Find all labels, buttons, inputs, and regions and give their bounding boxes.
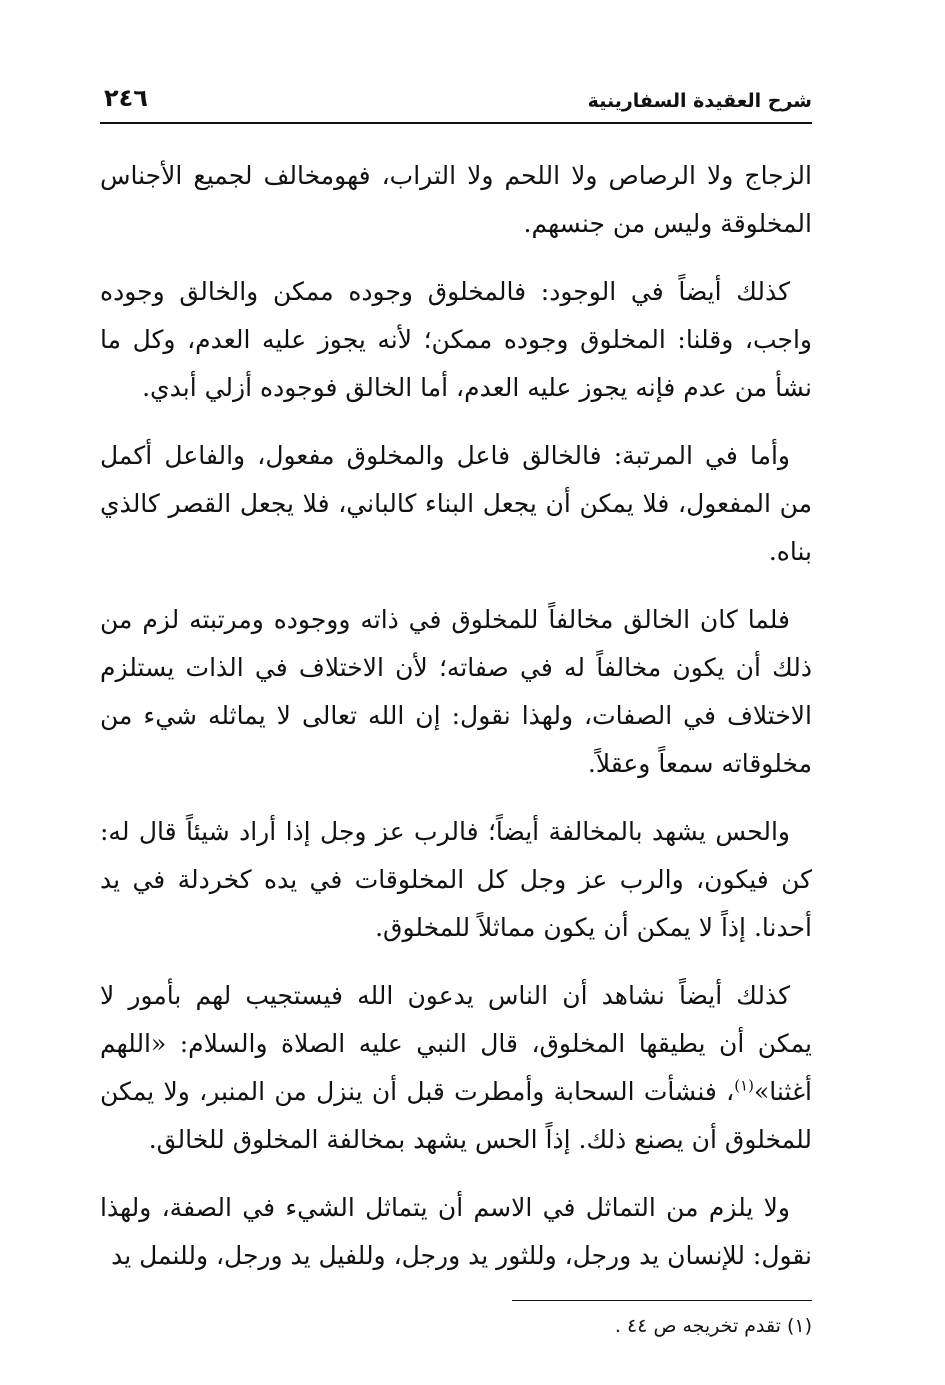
footnote-reference[interactable]: (١) <box>734 1076 754 1095</box>
running-header <box>100 78 812 120</box>
body-text <box>100 152 812 1280</box>
paragraph-6 <box>100 972 812 1164</box>
page-number: ٢٤٦ <box>104 84 148 112</box>
header-rule <box>100 122 812 124</box>
book-page <box>100 78 812 1338</box>
paragraph-2: كذلك أيضاً في الوجود: فالمخلوق وجوده ممكن والخالق وجوده واجب، وقلنا: المخلوق وجوده ممكن؛ لأنه يجوز عليه العدم، وكل ما نشأ من عدم فإنه يجوز عليه العدم، أما الخالق فوجوده أزلي أبدي. <box>100 277 812 402</box>
paragraph-7: ولا يلزم من التماثل في الاسم أن يتماثل الشيء في الصفة، ولهذا نقول: للإنسان يد ورجل، وللثور يد ورجل، وللفيل يد ورجل، وللنمل يد <box>100 1193 812 1270</box>
paragraph-6-text-after: ، فنشأت السحابة وأمطرت قبل أن ينزل من المنبر، ولا يمكن للمخلوق أن يصنع ذلك. إذاً الحس يشهد بمخالفة المخلوق للخالق. <box>100 1077 812 1154</box>
paragraph-3: وأما في المرتبة: فالخالق فاعل والمخلوق مفعول، والفاعل أكمل من المفعول، فلا يمكن أن يجعل البناء كالباني، فلا يجعل القصر كالذي بناه. <box>100 441 812 566</box>
paragraph-6-text-before: كذلك أيضاً نشاهد أن الناس يدعون الله فيستجيب لهم بأمور لا يمكن أن يطيقها المخلوق، قال النبي عليه الصلاة والسلام: «اللهم أغثنا» <box>100 981 812 1106</box>
paragraph-4: فلما كان الخالق مخالفاً للمخلوق في ذاته ووجوده ومرتبته لزم من ذلك أن يكون مخالفاً له في صفاته؛ لأن الاختلاف في الذات يستلزم الاختلاف في الصفات، ولهذا نقول: إن الله تعالى لا يماثله شيء من مخلوقاته سمعاً وعقلاً. <box>100 605 812 778</box>
book-title: شرح العقيدة السفارينية <box>587 90 812 112</box>
paragraph-5: والحس يشهد بالمخالفة أيضاً؛ فالرب عز وجل إذا أراد شيئاً قال له: كن فيكون، والرب عز وجل كل المخلوقات في يده كخردلة في يد أحدنا. إذاً لا يمكن أن يكون مماثلاً للمخلوق. <box>100 817 812 942</box>
footnote: (١) تقدم تخريجه ص ٤٤ . <box>614 1315 812 1337</box>
paragraph-1: الزجاج ولا الرصاص ولا اللحم ولا التراب، فهومخالف لجميع الأجناس المخلوقة وليس من جنسهم. <box>100 161 812 238</box>
footnote-rule <box>512 1300 812 1301</box>
